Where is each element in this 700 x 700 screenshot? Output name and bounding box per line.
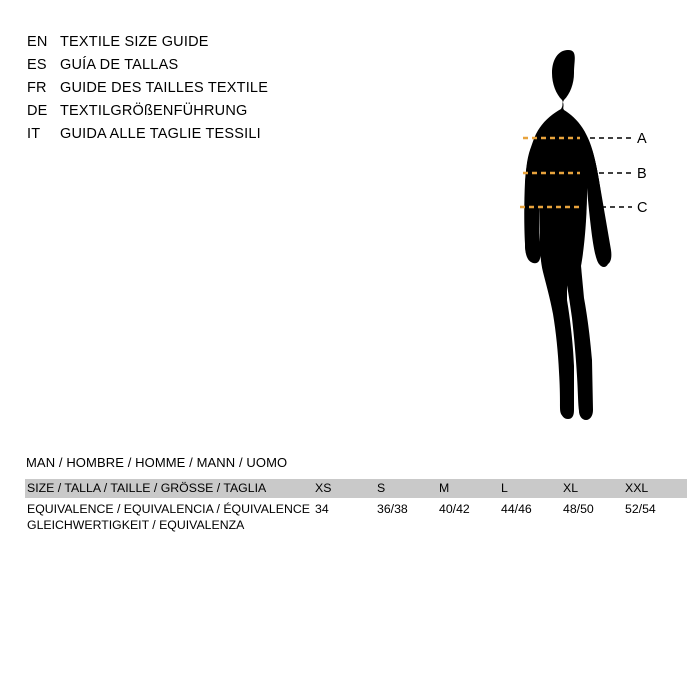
callout-label-a: A: [637, 131, 647, 147]
list-item: [27, 57, 347, 80]
column-header-s: S: [377, 479, 439, 498]
cell-l: 44/46: [501, 502, 532, 516]
list-item: [27, 80, 347, 103]
language-code: EN: [27, 34, 48, 50]
table-header-row: [25, 479, 687, 498]
language-title: GUÍA DE TALLAS: [60, 57, 179, 73]
callout-label-b: B: [637, 166, 647, 182]
language-title: GUIDE DES TAILLES TEXTILE: [60, 80, 269, 96]
row-label-equivalence: EQUIVALENCE / EQUIVALENCIA / ÉQUIVALENCE: [27, 502, 310, 516]
language-list: [27, 34, 347, 149]
row-label-equivalence-line2: GLEICHWERTIGKEIT / EQUIVALENZA: [27, 518, 245, 532]
table-heading: MAN / HOMBRE / HOMME / MANN / UOMO: [26, 455, 288, 470]
body-figure: [480, 30, 680, 430]
cell-xxl: 52/54: [625, 502, 656, 516]
female-silhouette-icon: [524, 50, 611, 420]
language-code: DE: [27, 103, 48, 119]
language-code: IT: [27, 126, 41, 142]
list-item: [27, 126, 347, 149]
callout-label-c: C: [637, 200, 648, 216]
cell-xs: 34: [315, 502, 329, 516]
cell-s: 36/38: [377, 502, 408, 516]
list-item: [27, 103, 347, 126]
column-header-size: SIZE / TALLA / TAILLE / GRÖSSE / TAGLIA: [25, 479, 315, 498]
table-row: [25, 498, 687, 517]
cell-m: 40/42: [439, 502, 470, 516]
column-header-xl: XL: [563, 479, 625, 498]
list-item: [27, 34, 347, 57]
language-title: GUIDA ALLE TAGLIE TESSILI: [60, 126, 261, 142]
column-header-m: M: [439, 479, 501, 498]
size-table: [25, 479, 687, 517]
cell-xl: 48/50: [563, 502, 594, 516]
language-title: TEXTILE SIZE GUIDE: [60, 34, 209, 50]
language-title: TEXTILGRÖßENFÜHRUNG: [60, 103, 248, 119]
language-code: ES: [27, 57, 47, 73]
size-table-block: [25, 455, 675, 533]
column-header-l: L: [501, 479, 563, 498]
column-header-xs: XS: [315, 479, 377, 498]
language-code: FR: [27, 80, 47, 96]
column-header-xxl: XXL: [625, 479, 687, 498]
